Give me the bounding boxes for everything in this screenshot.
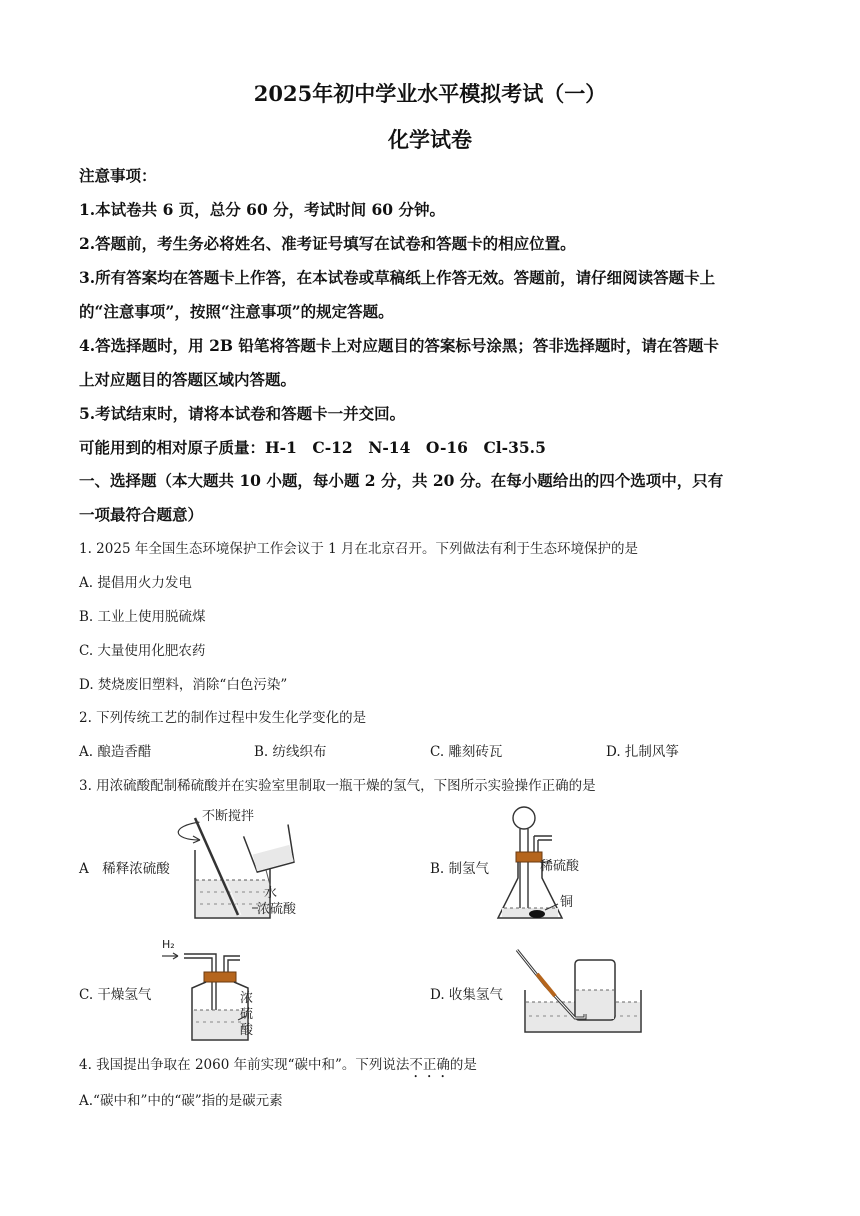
label-water: 水 [264, 886, 278, 901]
question-3-stem: 3. 用浓硫酸配制稀硫酸并在实验室里制取一瓶干燥的氢气，下图所示实验操作正确的是 [79, 778, 596, 794]
section-heading: 一项最符合题意） [79, 505, 204, 524]
figure-d-collecting [515, 940, 650, 1035]
notice-item: 1.本试卷共 6 页，总分 60 分，考试时间 60 分钟。 [79, 200, 445, 219]
q1-option-b: B. 工业上使用脱硫煤 [79, 609, 206, 625]
exam-subtitle: 化学试卷 [388, 127, 472, 152]
label-acid: 酸 [240, 1023, 254, 1038]
q2-option-c: C. 雕刻砖瓦 [430, 744, 503, 760]
notice-item: 5.考试结束时，请将本试卷和答题卡一并交回。 [79, 404, 406, 423]
label-conc: 浓 [240, 991, 254, 1006]
q3-option-a: A 稀释浓硫酸 [79, 861, 170, 877]
figure-b-generator [490, 800, 620, 930]
question-1-stem: 1. 2025 年全国生态环境保护工作会议于 1 月在北京召开。下列做法有利于生态环境保护的是 [79, 541, 638, 557]
notice-item: 2.答题前，考生务必将姓名、准考证号填写在试卷和答题卡的相应位置。 [79, 234, 576, 253]
label-sulfur: 硫 [240, 1007, 254, 1022]
q3-option-b: B. 制氢气 [430, 861, 490, 877]
q2-option-a: A. 酿造香醋 [79, 744, 152, 760]
emphasis-text: 不正确 [409, 1057, 450, 1073]
atomic-masses: 可能用到的相对原子质量：H-1 C-12 N-14 O-16 Cl-35.5 [79, 438, 546, 457]
funnel-bulb [513, 807, 535, 829]
label-stir: 不断搅拌 [202, 809, 255, 824]
q1-option-d: D. 焚烧废旧塑料，消除“白色污染” [79, 677, 288, 693]
question-2-stem: 2. 下列传统工艺的制作过程中发生化学变化的是 [79, 710, 367, 726]
figure-a-dilution [160, 800, 320, 930]
question-4-stem: 4. 我国提出争取在 2060 年前实现“碳中和”。下列说法不正确的是 [79, 1057, 477, 1073]
q2-option-d: D. 扎制风筝 [606, 744, 679, 760]
q1-option-c: C. 大量使用化肥农药 [79, 643, 206, 659]
q3-option-c: C. 干燥氢气 [79, 987, 152, 1003]
section-heading: 一、选择题（本大题共 10 小题，每小题 2 分，共 20 分。在每小题给出的四个选项中，只有 [79, 471, 724, 490]
notice-item: 上对应题目的答题区域内答题。 [79, 370, 297, 389]
notice-item: 的“注意事项”，按照“注意事项”的规定答题。 [79, 302, 394, 321]
label-dilute-acid: 稀硫酸 [540, 859, 580, 874]
q2-option-b: B. 纺线织布 [254, 744, 327, 760]
exam-title: 2025年初中学业水平模拟考试（一） [253, 81, 607, 106]
q1-option-a: A. 提倡用火力发电 [79, 575, 192, 591]
copper-pieces [529, 910, 545, 918]
notice-item: 4.答选择题时，用 2B 铅笔将答题卡上对应题目的答案标号涂黑；答非选择题时，请在答题卡 [79, 336, 719, 355]
stopper [204, 972, 236, 982]
label-copper: 铜 [560, 895, 574, 910]
rubber-tube [537, 974, 555, 996]
q3-option-d: D. 收集氢气 [430, 987, 503, 1003]
label-conc-acid: 浓硫酸 [257, 902, 297, 917]
label-h2: H₂ [162, 938, 175, 951]
q4-option-a: A.“碳中和”中的“碳”指的是碳元素 [79, 1093, 283, 1109]
figure-c-drying [160, 932, 280, 1047]
notice-heading: 注意事项： [79, 166, 157, 185]
notice-item: 3.所有答案均在答题卡上作答，在本试卷或草稿纸上作答无效。答题前，请仔细阅读答题卡上 [79, 268, 716, 287]
stopper [516, 852, 542, 862]
